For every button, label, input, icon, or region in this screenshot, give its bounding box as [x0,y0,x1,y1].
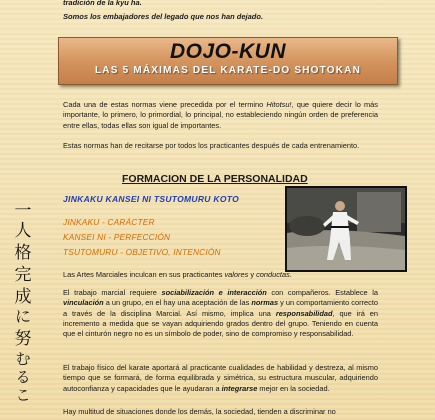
text-run: Cada una de estas normas viene precedida por el termino [63,100,267,109]
text-run: y un comportamiento correcto a través de la disciplina Marcial. Así mismo, implica una [63,298,378,318]
text-run: integrarse [221,383,258,393]
karateka-photo [285,186,407,272]
calligraphy-character-3: 格 [14,243,32,263]
calligraphy-character-1: 一 [14,201,32,221]
paragraph-physical [63,363,378,394]
text-run: Las Artes Marciales inculcan en sus practicantes [63,270,225,279]
calligraphy-character-7: 努 [14,329,32,349]
photo-scene-icon [287,188,405,270]
text-run: valores [224,270,249,279]
intro-line-2: Somos los embajadores del legado que nos han dejado. [63,12,264,21]
text-run: vinculación [63,298,104,308]
paragraph-socialization [63,288,378,339]
paragraph-hitotsu [63,100,378,131]
text-run: , que quiere decir lo más importante, lo primero, lo primordial, lo principal, no estableciendo ningún orden de preferencia entre ellas, todas ellas son igual de importantes. [63,100,378,130]
title-banner [58,37,398,85]
text-run: , que irá en incremento a medida que se vayan adquiriendo grados dentro del grupo. Teniendo en cuenta que el cinturón negro no es un símbolo de poder, sino de compromiso y responsabilidad. [63,308,378,339]
text-run: Estas normas han de recitarse por todos los practicantes después de cada entrenamiento. [63,141,360,150]
calligraphy-scroll [2,200,44,405]
text-run: y [248,270,257,279]
text-run: . [289,270,292,279]
text-run: a un grupo, en el hay una aceptación de las [103,298,252,308]
banner-title: DOJO-KUN [169,40,286,63]
calligraphy-character-10: こ [15,386,31,404]
paragraph-recitation [63,141,378,151]
text-run: Hitotsu! [266,100,292,109]
calligraphy-character-9: る [15,368,31,386]
intro-line-1: tradición de la kyu ha. [63,0,142,7]
calligraphy-character-8: む [15,350,31,368]
section-title: FORMACION DE LA PERSONALIDAD [122,173,308,185]
term-tsutomuru: TSUTOMURU - OBJETIVO, INTENCIÓN [63,247,221,257]
banner-subtitle: LAS 5 MÁXIMAS DEL KARATE-DO SHOTOKAN [95,65,361,76]
principle-text: JINKAKU KANSEI NI TSUTOMURU KOTO [63,194,239,204]
calligraphy-character-2: 人 [14,221,32,241]
term-jinkaku: JINKAKU - CARÁCTER [63,217,155,227]
calligraphy-character-6: に [14,307,32,326]
text-run: conductas [256,270,290,279]
paragraph-values [63,270,378,280]
text-run: responsabilidad [275,308,333,318]
text-run: mejor en la sociedad. [257,383,330,393]
text-run: Hay multitud de situaciones donde los demás, la sociedad, tienden a discriminar no [63,407,336,416]
text-run: sociabilización e interacción [161,288,267,297]
term-kansei: KANSEI NI - PERFECCIÓN [63,232,171,242]
paragraph-discrimination [63,407,378,417]
text-run: El trabajo marcial requiere [63,288,162,297]
text-run: El trabajo físico del karate aportará al practicante cualidades de habilidad y destreza, al mismo tiempo que se formará, de forma equilibrada y simétrica, su estructura muscular, adquiriendo autoconfianza y capacidades que le ayudaran a [63,363,378,393]
text-run: normas [251,298,279,308]
text-run: con compañeros. Establece la [266,288,378,297]
calligraphy-character-5: 成 [14,287,32,307]
calligraphy-character-4: 完 [14,265,32,285]
